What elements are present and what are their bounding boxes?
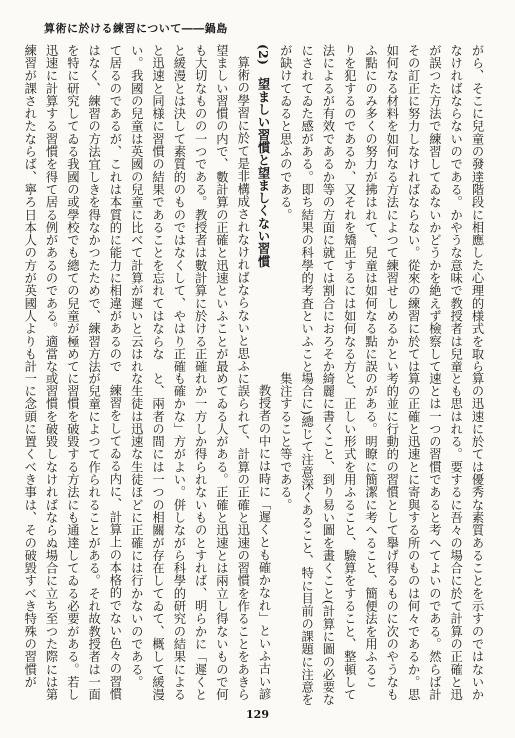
lower-text-block [22,372,487,712]
paragraph: 算の迅速に於ては優秀な素質あることを示すのではないかとも思はれる。要するに吾々の場合に於て計算の正確と迅速とは一つの習慣であると考へてよいのである。然らば計算の正確と迅速とに寄與する所のものは何々であるか。思考的並に行動的の習慣として擧げ得るものに次のやうなものがある。明瞭に簡潔に考へること、簡便法を用ふること、正しい形式を用ふること、驗算をすること、整頓して綺麗に書くこと、到り易い圖を畫くこと(計算に圖の必要な場合に)總じて注意深くあること、特に目前の課題に注意を集注すること等である。 [278,372,484,707]
paragraph: がら、そこに兒童の發達階段に相應した心理的様式を取らなければならないのである。かやうな意味で教授者は兒童が誤つた方法で練習してゐないかどうかを絶えず檢察してその訂正に努力しなければならない。從來の練習に於ては如何なる材料を如何なる方法によつて練習せしめるかといふ點にのみ多くの努力が拂はれて、兒童は如何なる點に誤りを犯するのであるか、又それを矯正するには如何なる方法によるが有效であるか等の方面に就ては割合におろそかにされてゐた感がある。即ち結果の科學的考査といふことが缺けてゐると思ふのである。 [278,44,484,373]
paragraph: 教授者の中には時に「遲くとも確かなれ」といふ古い諺に誤られて、計算の正確と迅速の習慣を作ることをあきらめてゐる人がある。正確と迅速とは兩立し得ないもので何れか一方しか得られないものとすれば、明らかに「遲くとも確かな」方がよい。併しながら科學的研究の結果によると、兩者の間には一つの相關が存在してゐて、概して緩漫な生徒は迅速な生徒ほどに正確には行かないのである。 [129,372,272,701]
running-header: 算術に於ける練習について――鍋島 [44,22,228,35]
paragraph: 練習をしてゐる内に、計算上の本格的でない色々の習慣が兒童によつて作られることがある。それ故教授者は一面に習慣を破毀する方法にも通達してゐる必要がある。若し或習慣を破毀しなければならぬ場合に立ち至つた際には第一に念頭に置くべき事は、その破毀すべき特殊の習慣が [22,372,122,701]
paragraph: (2) 望ましい習慣と望ましくない習慣 [256,44,272,268]
page-number: 129 [246,708,269,721]
paragraph: 算術の學習に於て是非構成されなければならないと思ふ望ましい習慣の内で、數計算の正確と迅速といふことが最も大切なものの一つである。教授者は數計算に於ける正確と緩漫とは決して素質的のものではなくして、やはり正確と迅速と同様に習慣の結果であることを忘れてはならない。我國の兒童は英國の兒童に比べて計算が遲いと云はれて居るのであるが、これは本質的に能力に相違があるのではなく、練習の方法宜しきを得なかつたためで、練習方法を特に研究してゐる我國の或學校でも總ての兒童が極めて迅速に計算する習慣を得て居る例があるのである。適當な練習が課されたならば、寧ろ日本人の方が英國人よりも計 [22,44,250,373]
upper-text-block [22,44,487,384]
